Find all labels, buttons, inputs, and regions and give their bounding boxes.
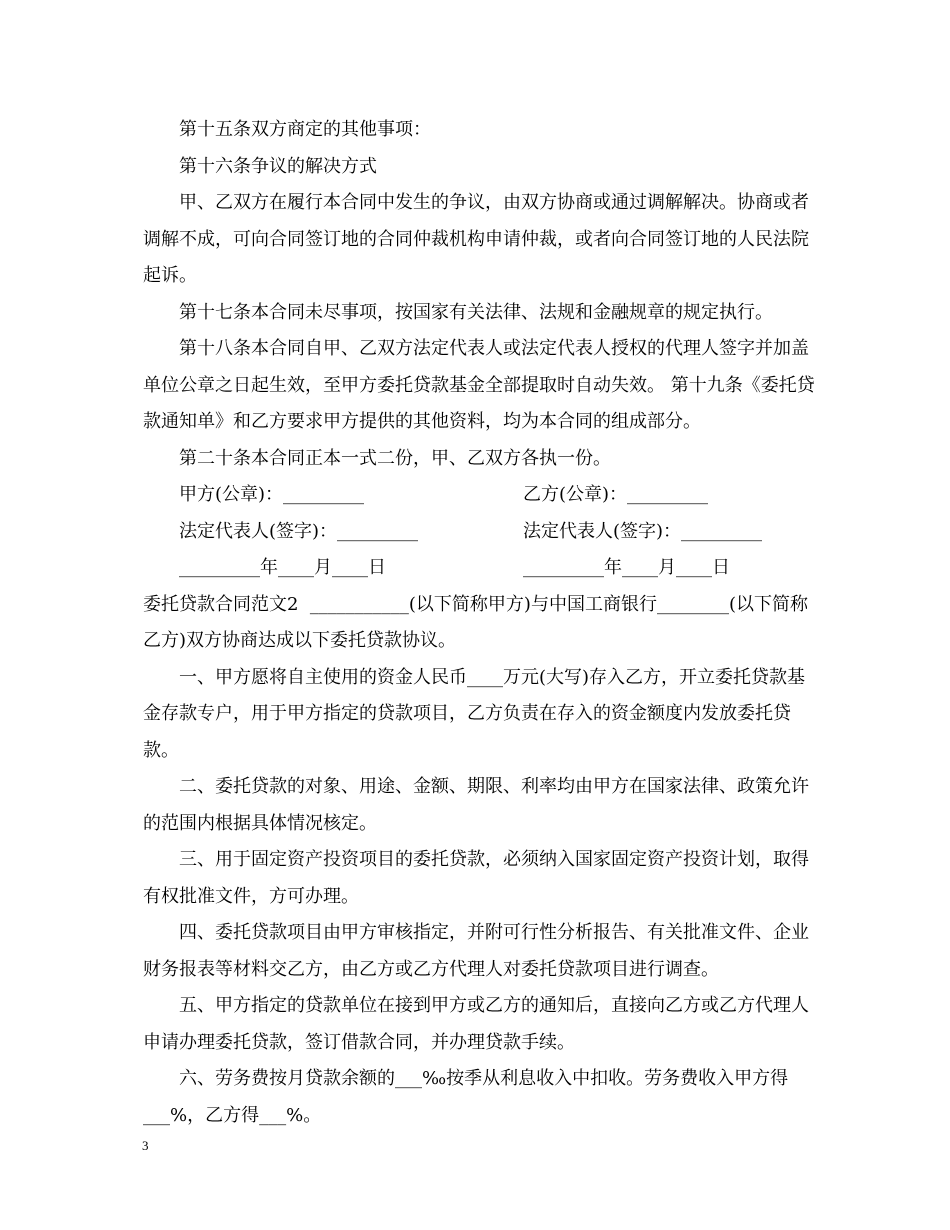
sample2-item-6: 六、劳务费按月贷款余额的___‰按季从利息收入中扣收。劳务费收入甲方得___%，乙方得___%。 [143,1068,789,1126]
sample2-intro: 委托贷款合同范文2 ___________(以下简称甲方)与中国工商银行________(以下简称乙方)双方协商达成以下委托贷款协议。 [143,593,808,651]
article-17: 第十七条本合同未尽事项，按国家有关法律、法规和金融规章的规定执行。 [179,301,773,323]
party-b-seal: 乙方(公章)：_________ [523,484,709,505]
sample2-item-1: 一、甲方愿将自主使用的资金人民币____万元(大写)存入乙方，开立委托贷款基金存款专户，用于甲方指定的贷款项目，乙方负责在存入的资金额度内发放委托贷款。 [143,666,806,761]
party-b-rep: 法定代表人(签字)：_________ [523,520,763,542]
article-18-19: 第十八条本合同自甲、乙双方法定代表人或法定代表人授权的代理人签字并加盖单位公章之日起生效，至甲方委托贷款基金全部提取时自动失效。 第十九条《委托贷款通知单》和乙方要求甲方提供的其他资料，均为本合同的组成部分。 [143,338,815,432]
sample2-item-5: 五、甲方指定的贷款单位在接到甲方或乙方的通知后，直接向乙方或乙方代理人申请办理委托贷款，签订借款合同，并办理贷款手续。 [143,995,809,1053]
article-20: 第二十条本合同正本一式二份，甲、乙双方各执一份。 [179,447,611,469]
signature-date-row [143,550,815,587]
sample2-item-4: 四、委托贷款项目由甲方审核指定，并附可行性分析报告、有关批准文件、企业财务报表等材料交乙方，由乙方或乙方代理人对委托贷款项目进行调查。 [143,922,809,980]
signature-rep-row [143,514,815,551]
party-a-date: _________年____月____日 [179,557,386,578]
signature-seal-row [143,477,815,514]
article-16-title: 第十六条争议的解决方式 [179,155,377,177]
article-16-body: 甲、乙双方在履行本合同中发生的争议，由双方协商或通过调解解决。协商或者调解不成，可向合同签订地的合同仲裁机构申请仲裁，或者向合同签订地的人民法院起诉。 [143,192,809,286]
party-a-seal: 甲方(公章)：_________ [179,484,365,505]
document-body [143,112,815,1134]
page-number: 3 [142,1138,149,1153]
article-15: 第十五条双方商定的其他事项： [179,119,431,140]
sample2-item-3: 三、用于固定资产投资项目的委托贷款，必须纳入国家固定资产投资计划，取得有权批准文件，方可办理。 [143,849,809,907]
sample2-item-2: 二、委托贷款的对象、用途、金额、期限、利率均由甲方在国家法律、政策允许的范围内根据具体情况核定。 [143,776,809,834]
party-a-rep: 法定代表人(签字)：_________ [179,520,419,542]
party-b-date: _________年____月____日 [523,557,730,578]
